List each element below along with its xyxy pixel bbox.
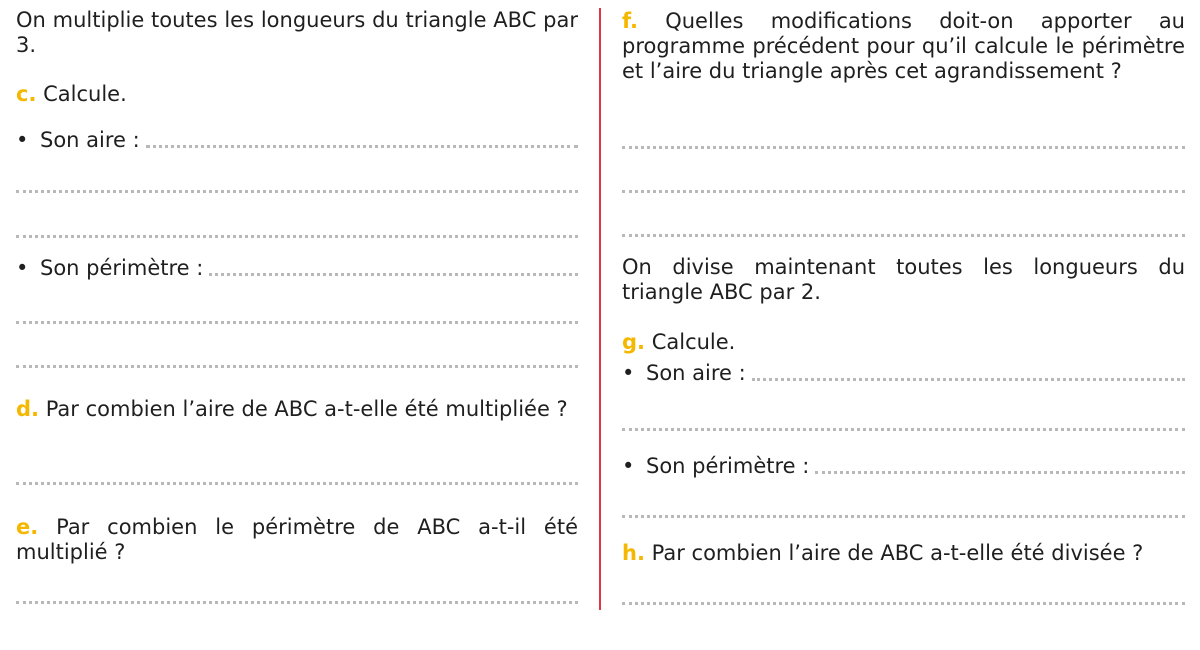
question-c-text: Calcule. <box>43 82 127 106</box>
perimetre-row <box>16 256 578 280</box>
answer-line[interactable] <box>752 378 1185 381</box>
answer-line[interactable] <box>622 190 1185 193</box>
question-d <box>16 397 578 422</box>
answer-line[interactable] <box>16 482 578 485</box>
question-f-text: Quelles modifications doit-on apporter au programme précédent pour qu’il calcule le périmètre et l’aire du triangle après cet agrandissement ? <box>622 9 1185 83</box>
perimetre-label: Son périmètre : <box>646 454 810 478</box>
answer-line[interactable] <box>622 146 1185 149</box>
answer-line[interactable] <box>622 515 1185 518</box>
question-f <box>622 9 1185 84</box>
column-divider <box>599 8 601 610</box>
answer-line[interactable] <box>209 273 578 276</box>
bullet: • <box>16 128 29 152</box>
question-f-tag: f. <box>622 9 638 33</box>
answer-line[interactable] <box>622 428 1185 431</box>
bullet: • <box>622 361 635 385</box>
question-g-text: Calcule. <box>651 330 736 354</box>
perimetre-row <box>622 454 1185 478</box>
aire-row <box>16 128 578 152</box>
answer-line[interactable] <box>16 365 578 368</box>
question-h-tag: h. <box>622 541 645 565</box>
aire-row <box>622 361 1185 385</box>
answer-line[interactable] <box>815 471 1185 474</box>
answer-line[interactable] <box>16 235 578 238</box>
answer-line[interactable] <box>16 601 578 604</box>
question-h <box>622 541 1185 565</box>
question-e-tag: e. <box>16 515 39 539</box>
aire-label: Son aire : <box>646 361 746 385</box>
bullet: • <box>622 454 635 478</box>
answer-line[interactable] <box>622 602 1185 605</box>
answer-line[interactable] <box>146 145 578 148</box>
intro-text: On multiplie toutes les longueurs du triangle ABC par 3. <box>16 8 578 57</box>
answer-line[interactable] <box>16 321 578 324</box>
question-d-tag: d. <box>16 397 40 421</box>
question-d-text: Par combien l’aire de ABC a-t-elle été multipliée ? <box>45 397 568 421</box>
intro2-text: On divise maintenant toutes les longueurs du triangle ABC par 2. <box>622 255 1185 304</box>
aire-label: Son aire : <box>40 128 140 152</box>
answer-line[interactable] <box>16 190 578 193</box>
question-g-tag: g. <box>622 330 646 354</box>
question-e-text: Par combien le périmètre de ABC a-t-il été multiplié ? <box>16 515 578 564</box>
question-c-tag: c. <box>16 82 37 106</box>
question-e <box>16 515 578 565</box>
bullet: • <box>16 256 29 280</box>
question-c <box>16 82 578 106</box>
question-g <box>622 330 1185 354</box>
question-h-text: Par combien l’aire de ABC a-t-elle été divisée ? <box>651 541 1144 565</box>
perimetre-label: Son périmètre : <box>40 256 204 280</box>
answer-line[interactable] <box>622 234 1185 237</box>
